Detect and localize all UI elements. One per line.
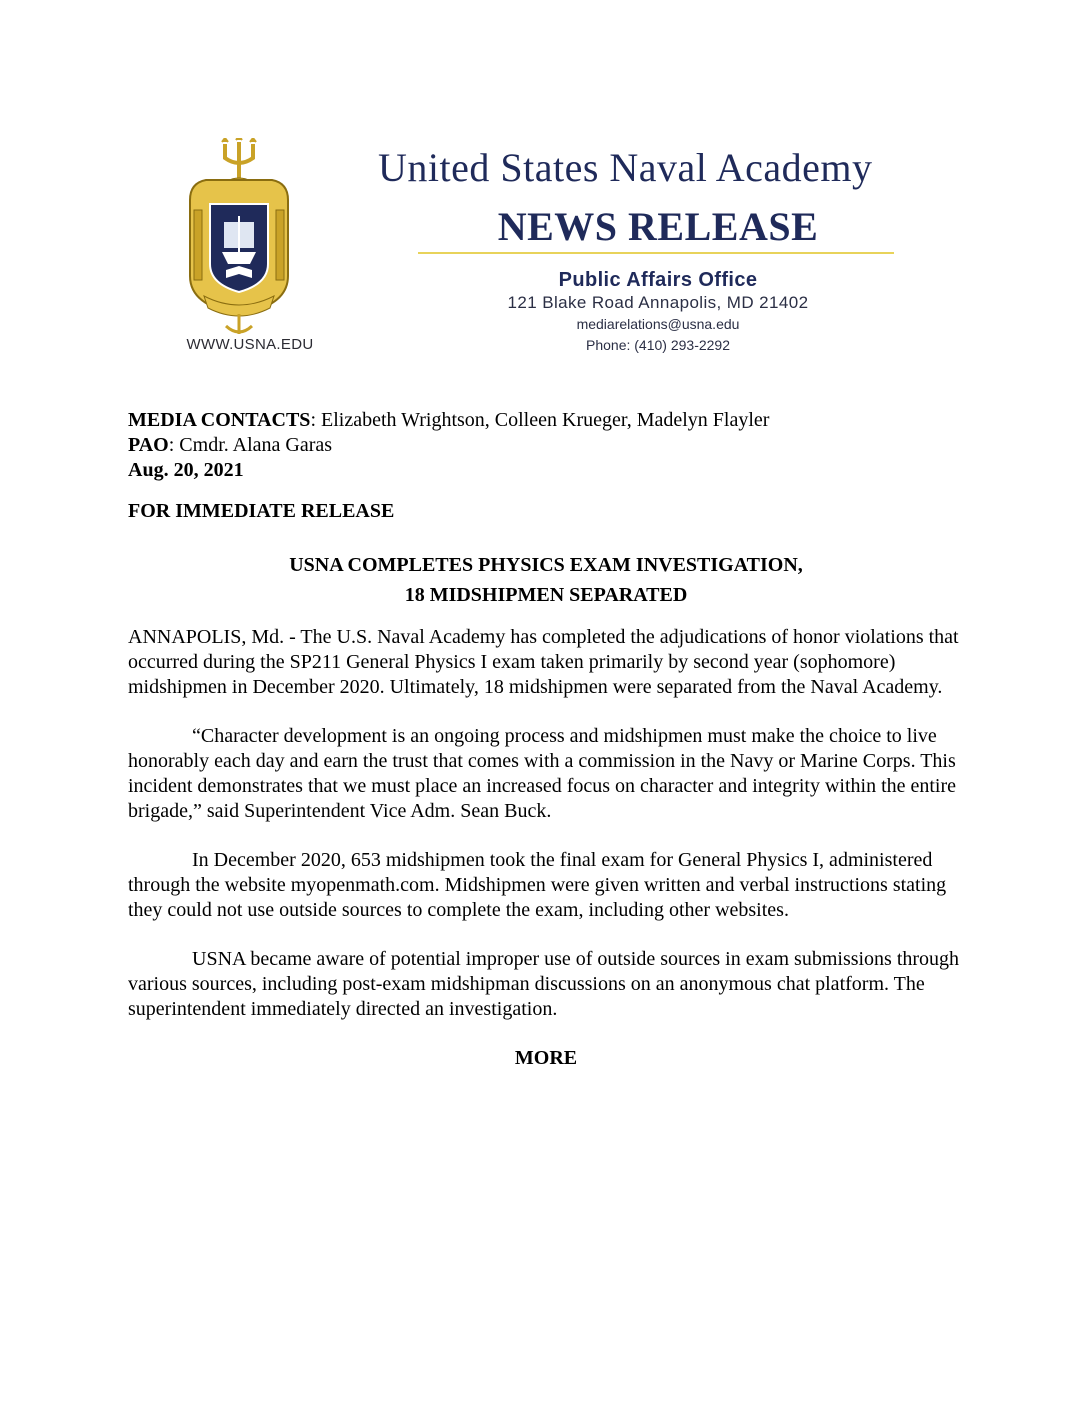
headline-line-1: USNA COMPLETES PHYSICS EXAM INVESTIGATION, bbox=[289, 554, 803, 576]
header-divider bbox=[418, 252, 894, 254]
body-paragraph-1: ANNAPOLIS, Md. - The U.S. Naval Academy has completed the adjudications of honor violations that occurred during the SP211 General Physics I exam taken primarily by second year (sophomore) midshipmen in December 2020. Ultimately, 18 midshipmen were separated from the Naval Academy. bbox=[128, 626, 959, 698]
office-address: 121 Blake Road Annapolis, MD 21402 bbox=[507, 293, 809, 312]
usna-seal-icon bbox=[180, 138, 298, 338]
body-paragraph-4: USNA became aware of potential improper use of outside sources in exam submissions through various sources, including post-exam midshipman discussions on an anonymous chat platform. The superintendent immediately directed an investigation. bbox=[128, 948, 960, 1020]
immediate-release-note: FOR IMMEDIATE RELEASE bbox=[128, 500, 395, 522]
office-email: mediarelations@usna.edu bbox=[576, 316, 740, 332]
headline bbox=[128, 550, 964, 610]
more-marker: MORE bbox=[514, 1047, 578, 1069]
website-label: WWW.USNA.EDU bbox=[186, 336, 314, 353]
body-paragraph-2: “Character development is an ongoing process and midshipmen must make the choice to live honorably each day and earn the trust that comes with a commission in the Navy or Marine Corps. This incident demonstrates that we must place an increased focus on character and integrity within the entire brigade,” said Superintendent Vice Adm. Sean Buck. bbox=[128, 725, 957, 822]
office-name: Public Affairs Office bbox=[558, 269, 758, 291]
media-contacts-label: MEDIA CONTACTS bbox=[128, 409, 311, 431]
release-content bbox=[128, 408, 964, 1071]
media-contacts-value: Elizabeth Wrightson, Colleen Krueger, Madelyn Flayler bbox=[321, 409, 770, 431]
org-name: United States Naval Academy bbox=[378, 145, 873, 190]
public-affairs-block bbox=[418, 268, 898, 355]
release-date: Aug. 20, 2021 bbox=[128, 459, 244, 481]
pao-contact: PAO: Cmdr. Alana Garas bbox=[128, 434, 333, 456]
office-phone: Phone: (410) 293-2292 bbox=[586, 337, 730, 353]
pao-label: PAO bbox=[128, 434, 169, 456]
pao-value: Cmdr. Alana Garas bbox=[179, 434, 333, 456]
body-paragraph-3: In December 2020, 653 midshipmen took the final exam for General Physics I, administered through the website myopenmath.com. Midshipmen were given written and verbal instructions stating they could not use outside sources to complete the exam, including other websites. bbox=[128, 849, 947, 921]
media-contacts: MEDIA CONTACTS: Elizabeth Wrightson, Colleen Krueger, Madelyn Flayler bbox=[128, 409, 770, 431]
headline-line-2: 18 MIDSHIPMEN SEPARATED bbox=[404, 584, 688, 606]
release-type: NEWS RELEASE bbox=[497, 204, 819, 249]
